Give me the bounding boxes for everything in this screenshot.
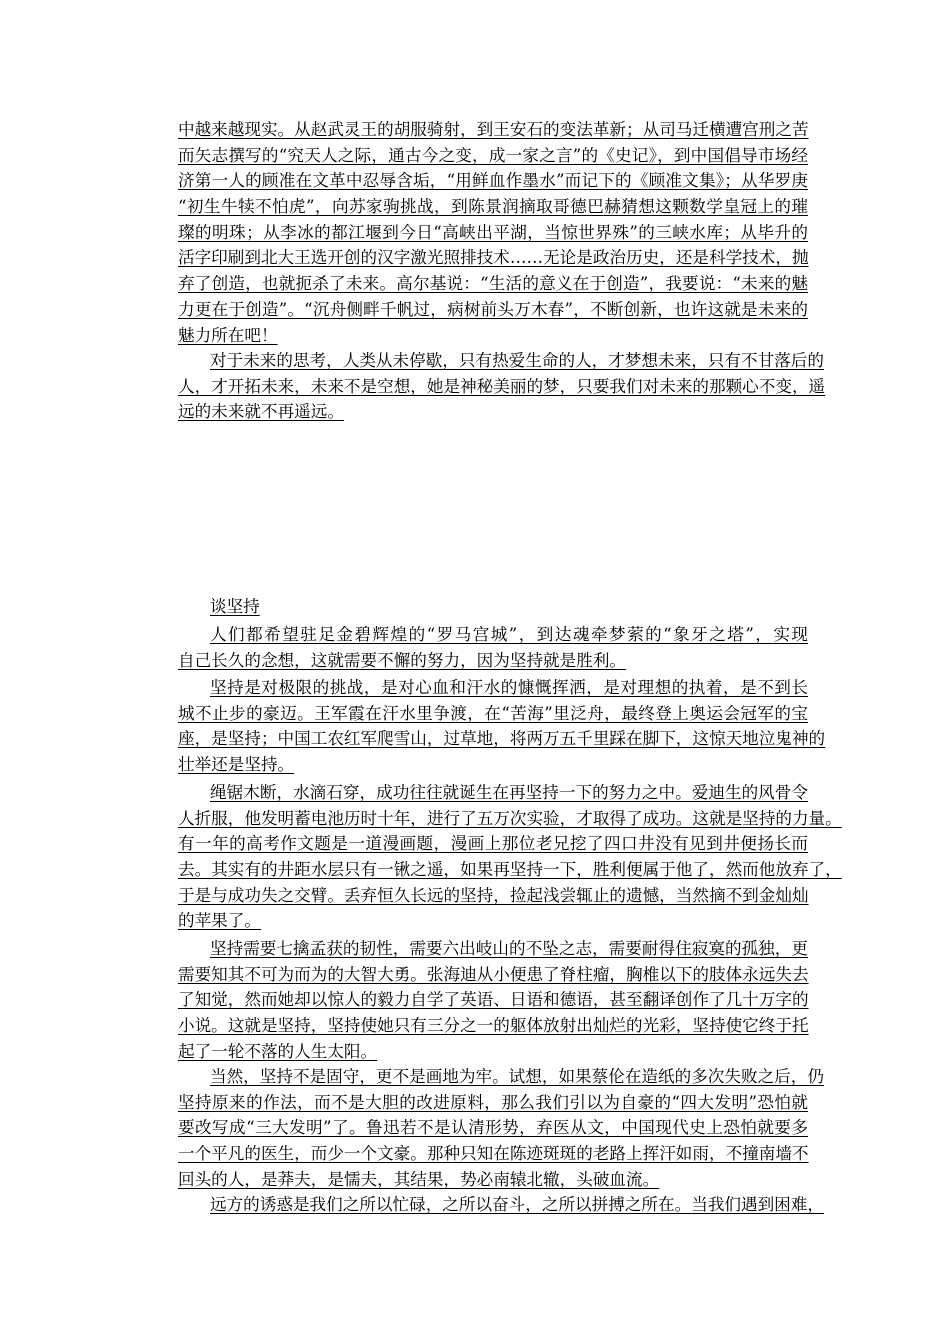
text-line: 坚持是对极限的挑战，是对心血和汗水的慷慨挥洒，是对理想的执着，是不到长 [210, 678, 808, 697]
text-line: 人，才开拓未来，未来不是空想，她是神秘美丽的梦，只要我们对未来的那颗心不变，遥 [178, 376, 826, 396]
essay-paragraph-6 [178, 1192, 824, 1218]
text-line: 有一年的高考作文题是一道漫画题，漫画上那位老兄挖了四口井没有见到井便扬长而 [178, 834, 808, 854]
text-line: 城不止步的豪迈。王军霞在汗水里争渡，在“苦海”里泛舟，最终登上奥运会冠军的宝 [178, 703, 808, 723]
text-line: 的苹果了。 [178, 911, 261, 931]
text-line: 坚持需要七擒孟获的韧性，需要六出岐山的不坠之志，需要耐得住寂寞的孤独，更 [210, 939, 808, 958]
text-line: 而矢志撰写的“究天人之际，通古今之变，成一家之言”的《史记》，到中国倡导市场经 [178, 145, 808, 165]
text-line: 回头的人，是莽夫，是懦夫，其结果，势必南辕北辙，头破血流。 [178, 1169, 660, 1189]
text-line: 绳锯木断，水滴石穿，成功往往就诞生在再坚持一下的努力之中。爱迪生的风骨令 [210, 783, 808, 802]
text-line: 远方的诱惑是我们之所以忙碌，之所以奋斗，之所以拼搏之所在。当我们遇到困难， [210, 1195, 824, 1214]
text-line: 中越来越现实。从赵武灵王的胡服骑射，到王安石的变法革新；从司马迁横遭宫刑之苦 [178, 120, 809, 139]
top-paragraph-2 [178, 348, 826, 425]
essay-paragraph-3 [178, 780, 842, 934]
text-line: 自己长久的念想，这就需要不懈的努力，因为坚持就是胜利。 [178, 650, 627, 670]
text-line: 小说。这就是坚持，坚持使她只有三分之一的躯体放射出灿烂的光彩，坚持使它终于托 [178, 1016, 809, 1036]
text-line: 人折服，他发明蓄电池历时十年，进行了五万次实验，才取得了成功。这就是坚持的力量。 [178, 808, 842, 828]
text-line: 力更在于创造”。“沉舟侧畔千帆过，病树前头万木春”，不断创新，也许这就是未来的 [178, 299, 808, 319]
text-line: 坚持原来的作法，而不是大胆的改进原料，那么我们引以为自豪的“四大发明”恐怕就 [178, 1092, 808, 1112]
text-line: 远的未来就不再遥远。 [178, 402, 344, 422]
text-line: 去。其实有的井距水层只有一锹之遥，如果再坚持一下，胜利便属于他了，然而他放弃了， [178, 860, 842, 880]
text-line: 需要知其不可为而为的大智大勇。张海迪从小便患了脊柱瘤，胸椎以下的肢体永远失去 [178, 964, 809, 984]
essay-paragraph-1 [178, 622, 808, 673]
text-line: 起了一轮不落的人生太阳。 [178, 1041, 378, 1061]
text-line: 人们都希望驻足金碧辉煌的“罗马宫城”，到达魂牵梦萦的“象牙之塔”，实现 [210, 625, 808, 644]
text-line: 于是与成功失之交臂。丢弃恒久长远的坚持，捡起浅尝辄止的遗憾，当然摘不到金灿灿 [178, 885, 809, 905]
text-line: 活字印刷到北大王选开创的汉字激光照排技术……无论是政治历史，还是科学技术，抛 [178, 248, 809, 268]
essay-paragraph-5 [178, 1064, 824, 1192]
text-line: 一个平凡的医生，而少一个文豪。那种只知在陈迹斑斑的老路上挥汗如雨，不撞南墙不 [178, 1144, 809, 1164]
text-line: 当然，坚持不是固守，更不是画地为牢。试想，如果蔡伦在造纸的多次失败之后，仍 [210, 1067, 824, 1086]
essay-title: 谈坚持 [210, 597, 260, 616]
text-line: 座，是坚持；中国工农红军爬雪山，过草地，将两万五千里踩在脚下，这惊天地泣鬼神的 [178, 729, 826, 749]
text-line: 了知觉，然而她却以惊人的毅力自学了英语、日语和德语，甚至翻译创作了几十万字的 [178, 990, 809, 1010]
text-line: 济第一人的顾准在文革中忍辱含垢，“用鲜血作墨水”而记下的《顾准文集》；从华罗庚 [178, 171, 808, 191]
text-line: 魅力所在吧！ [178, 325, 278, 345]
essay-paragraph-4 [178, 936, 808, 1064]
text-line: 要改写成“三大发明”了。鲁迅若不是认清形势，弃医从文，中国现代史上恐怕就要多 [178, 1118, 808, 1138]
text-line: 对于未来的思考，人类从未停歇，只有热爱生命的人，才梦想未来，只有不甘落后的 [210, 351, 824, 370]
text-line: 璨的明珠；从李冰的都江堰到今日“高峡出平湖，当惊世界殊”的三峡水库；从毕升的 [178, 222, 808, 242]
top-paragraph-1 [178, 117, 808, 348]
text-line: 壮举还是坚持。 [178, 755, 295, 775]
essay-paragraph-2 [178, 675, 826, 778]
text-line: “初生牛犊不怕虎”，向苏家驹挑战，到陈景润摘取哥德巴赫猜想这颗数学皇冠上的璀 [178, 197, 808, 217]
text-line: 弃了创造，也就扼杀了未来。高尔基说：“生活的意义在于创造”，我要说：“未来的魅 [178, 274, 808, 294]
